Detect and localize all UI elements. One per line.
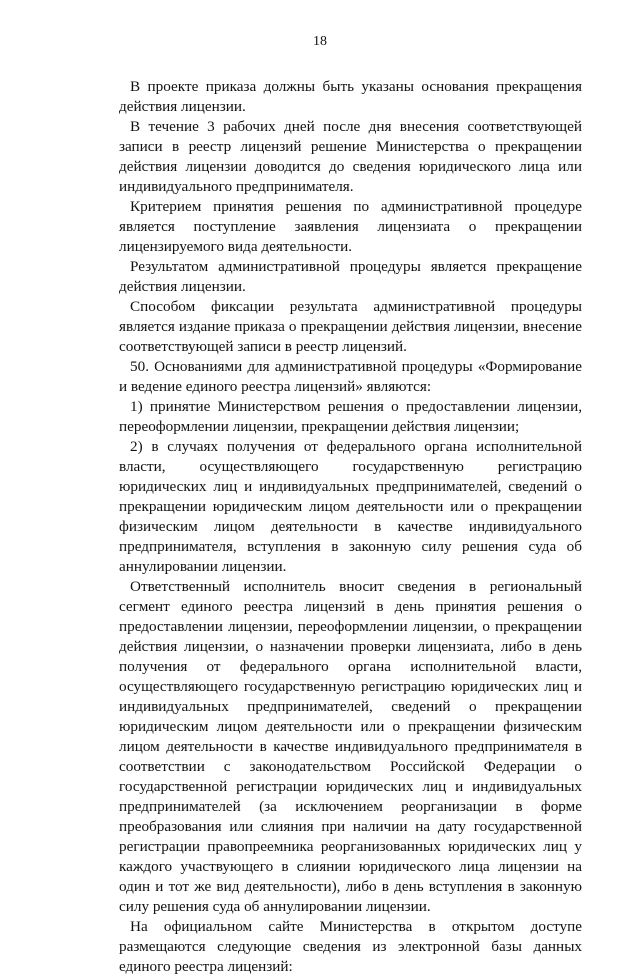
paragraph-grounds-in-draft-order: В проекте приказа должны быть указаны основания прекращения действия лицензии. <box>119 78 582 115</box>
paragraph-notification-deadline: В течение 3 рабочих дней после дня внесения соответствующей записи в реестр лицензий решение Министерства о прекращении действия лицензии доводится до сведения юридического лица или индивидуального предпринимателя. <box>119 118 582 195</box>
paragraph-ground-1: 1) принятие Министерством решения о предоставлении лицензии, переоформлении лицензии, прекращении действия лицензии; <box>119 398 582 435</box>
page-number: 18 <box>313 34 327 49</box>
paragraph-item-50-grounds: 50. Основаниями для административной процедуры «Формирование и ведение единого реестра лицензий» являются: <box>119 358 582 395</box>
paragraph-responsible-executor: Ответственный исполнитель вносит сведения в региональный сегмент единого реестра лицензий в день принятия решения о предоставлении лицензии, переоформлении лицензии, о прекращении действия лицензии, о назначении проверки лицензиата, либо в день получения от федерального органа исполнительной власти, осуществляющего государственную регистрацию юридических лиц и индивидуальных предпринимателей, сведений о прекращении юридическим лицом деятельности или о прекращении физическим лицом деятельности в качестве индивидуального предпринимателя в соответствии с законодательством Российской Федерации о государственной регистрации юридических лиц и индивидуальных предпринимателей (за исключением реорганизации в форме преобразования или слияния при наличии на дату государственной регистрации правопреемника реорганизованных юридических лиц у каждого участвующего в слиянии юридического лица лицензии на один и тот же вид деятельности), либо в день вступления в законную силу решения суда об аннулировании лицензии. <box>119 578 582 915</box>
document-body <box>119 77 582 977</box>
paragraph-decision-criterion: Критерием принятия решения по административной процедуре является поступление заявления лицензиата о прекращении лицензируемого вида деятельности. <box>119 198 582 255</box>
paragraph-procedure-result: Результатом административной процедуры является прекращение действия лицензии. <box>119 258 582 295</box>
paragraph-official-site: На официальном сайте Министерства в открытом доступе размещаются следующие сведения из электронной базы данных единого реестра лицензий: <box>119 918 582 975</box>
paragraph-result-recording: Способом фиксации результата административной процедуры является издание приказа о прекращении действия лицензии, внесение соответствующей записи в реестр лицензий. <box>119 298 582 355</box>
paragraph-ground-2: 2) в случаях получения от федерального органа исполнительной власти, осуществляющего государственную регистрацию юридических лиц и индивидуальных предпринимателей, сведений о прекращении юридическим лицом деятельности или о прекращении физическим лицом деятельности в качестве индивидуального предпринимателя, вступления в законную силу решения суда об аннулировании лицензии. <box>119 438 582 575</box>
